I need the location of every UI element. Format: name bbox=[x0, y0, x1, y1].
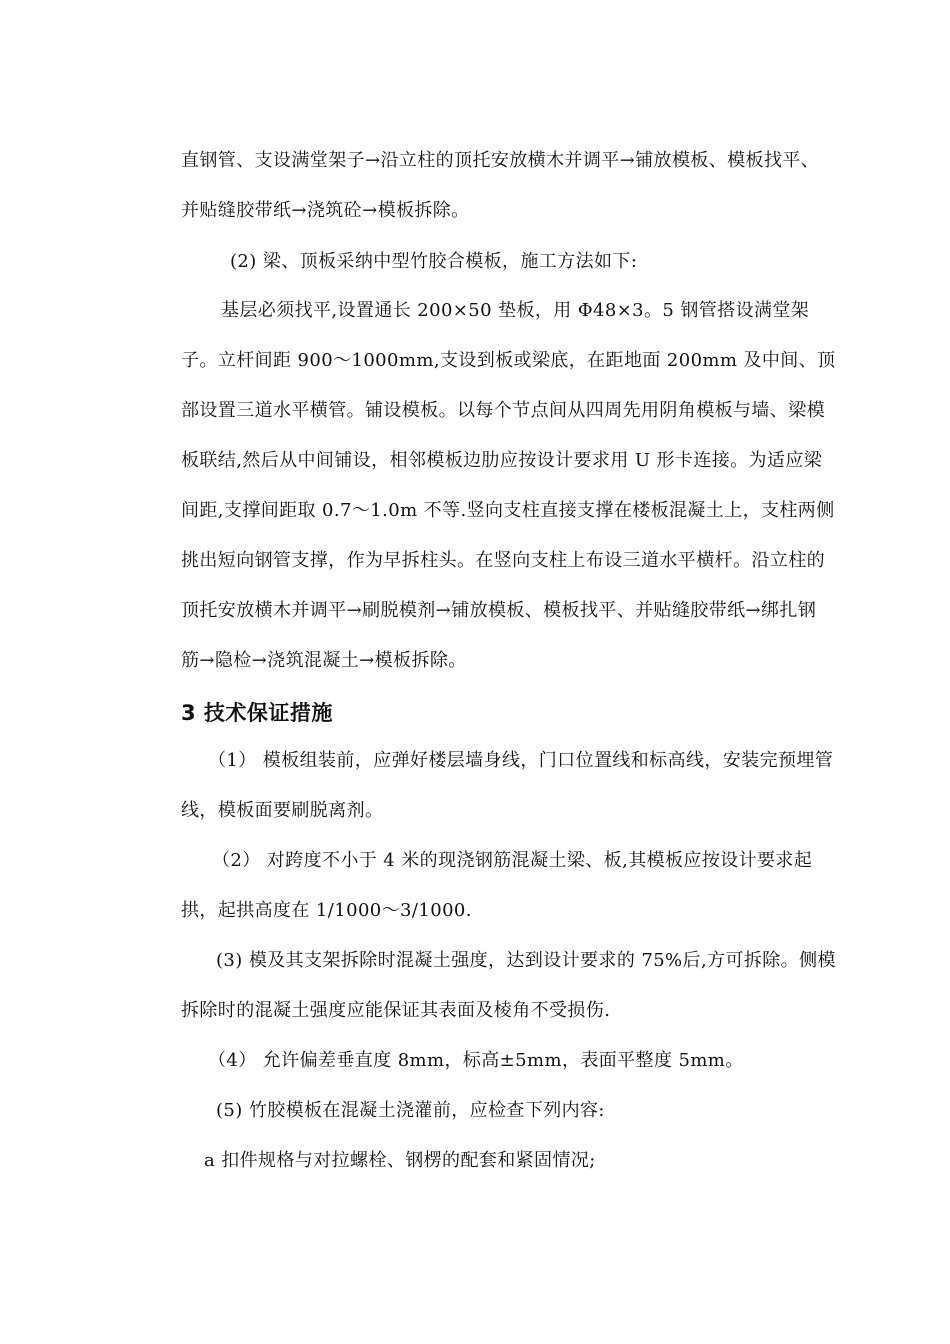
item-5: (5) 竹胶模板在混凝土浇灌前，应检查下列内容: bbox=[216, 1100, 605, 1121]
para-intro-line-1: 直钢管、支设满堂架子→沿立柱的顶托安放横木并调平→铺放模板、模板找平、 bbox=[181, 150, 820, 171]
item-3-line-2: 拆除时的混凝土强度应能保证其表面及棱角不受损伤. bbox=[181, 1000, 611, 1021]
section-heading: 3 技术保证措施 bbox=[181, 701, 333, 725]
para-intro-line-2: 并贴缝胶带纸→浇筑砼→模板拆除。 bbox=[181, 200, 470, 221]
item-5a: a 扣件规格与对拉螺栓、钢楞的配套和紧固情况; bbox=[204, 1150, 596, 1171]
para-2-line-8: 筋→隐检→浇筑混凝土→模板拆除。 bbox=[181, 650, 467, 671]
item-1-line-1: （1） 模板组装前，应弹好楼层墙身线，门口位置线和标高线，安装完预埋管 bbox=[208, 750, 834, 771]
para-2-line-3: 部设置三道水平横管。铺设模板。以每个节点间从四周先用阴角模板与墙、梁模 bbox=[181, 400, 825, 421]
item-2-line-2: 拱，起拱高度在 1/1000～3/1000. bbox=[181, 900, 472, 921]
para-2-heading: (2) 梁、顶板采纳中型竹胶合模板，施工方法如下: bbox=[230, 251, 638, 272]
para-2-line-2: 子。立杆间距 900～1000mm,支设到板或梁底，在距地面 200mm 及中间、顶 bbox=[181, 350, 836, 371]
item-2-line-1: （2） 对跨度不小于 4 米的现浇钢筋混凝土梁、板,其模板应按设计要求起 bbox=[212, 850, 813, 871]
para-2-line-7: 顶托安放横木并调平→刷脱模剂→铺放模板、模板找平、并贴缝胶带纸→绑扎钢 bbox=[181, 600, 817, 621]
para-2-line-1: 基层必须找平,设置通长 200×50 垫板，用 Φ48×3。5 钢管搭设满堂架 bbox=[221, 300, 810, 321]
para-2-line-6: 挑出短向钢管支撑，作为早拆柱头。在竖向支柱上布设三道水平横杆。沿立柱的 bbox=[181, 550, 825, 571]
para-2-line-5: 间距,支撑间距取 0.7～1.0m 不等.竖向支柱直接支撑在楼板混凝土上，支柱两侧 bbox=[181, 500, 835, 521]
para-2-line-4: 板联结,然后从中间铺设，相邻模板边肋应按设计要求用 U 形卡连接。为适应梁 bbox=[181, 450, 823, 471]
item-1-line-2: 线，模板面要刷脱离剂。 bbox=[181, 800, 384, 821]
item-3-line-1: (3) 模及其支架拆除时混凝土强度，达到设计要求的 75%后,方可拆除。侧模 bbox=[216, 950, 836, 971]
item-4: （4） 允许偏差垂直度 8mm，标高±5mm，表面平整度 5mm。 bbox=[208, 1050, 744, 1071]
